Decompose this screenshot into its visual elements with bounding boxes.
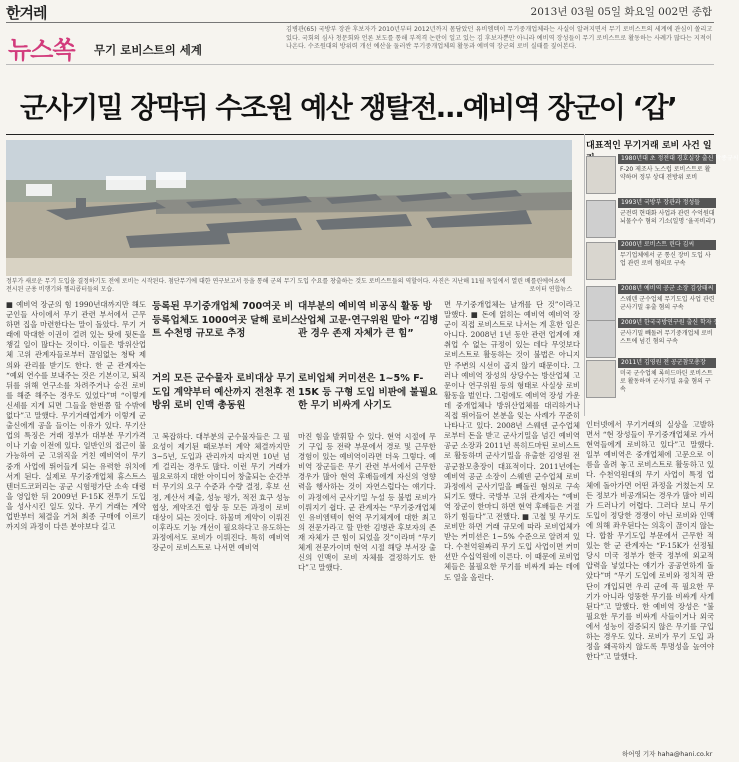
airshow-photo-illustration <box>6 140 572 276</box>
article-column-2: 고 복잡하다. 대부분의 군수물자들은 그 필요성이 제기된 때로부터 계약 체결까지만 3~5년, 도입과 관리까지 따지면 10년 넘게 걸리는 경우도 많다. 이런 무기 거래가 필요로하지 대한 아이디어 창출되는 순간부터 무기의 요구 수준과 수량 결정, 후보 선정, 계산서 제출, 성능 평가, 적전 효구 성능 협상, 계약조건 협상 등 모든 과정이 로비 대상이 되는 것이다. 하물며 계약이 이뤄진 이후라도 기능 개선이 필요하다고 유도하는 과정에서도 로비가 이뤄진다. 특히 예비역 장군이 로비스트로 나서면 예비역 <box>152 432 290 553</box>
article-column-1: ■ 예비역 장군의 힘 1990년대까지만 해도 군인들 사이에서 무기 관련 부서에서 근무하면 집을 마련한다는 말이 돌았다. 무기 거래에 막대한 이권이 걸려 있는 탓에 뒷돈을 챙길 일이 많다는 것이다. 이들은 방위산업체 고위 관계자들로부터 끊임없는 청탁 제의와 관리를 받기도 한다. 한 군 관계자는 “예외 연수를 보내주는 것은 기본이고, 퇴직 뒤를 위해 연구소를 차려주거나 승진 로비를 해준 해주는 경우도 있었다”며 “이렇게 신세를 지게 되면 그들을 한번쯤 할 수밖에 없다”고 말했다. 무기거래업계가 이렇게 군 출신에게 공을 들이는 이유가 있다. 무기산업의 특징은 거래 정부가 대부분 무기가격이나 기술 이전에 있다. 일반인의 접근이 불가능하여 군 고위직을 거친 예비역이 무기중개 사업에 뛰어들게 되는 유력한 위치에 서게 된다. 실제로 무기중개업체 휴스트스텐더드코퍼리는 공군 시험평가단 소속 대령을 영입한 뒤 2009년 F-15K 전투기 도입을 성사시킨 일도 있다. 무기 거래는 계약 업반부터 체결을 거쳐 최종 구매에 이르기까지의 과정이 다른 분야보다 길고 <box>6 300 146 532</box>
article-column-3: 마진 힘을 발휘할 수 있다. 현역 시절에 무기 구입 등 전략 부문에서 경로 및 근무한 경험이 있는 예비역이라면 더욱 그렇다. 예비역 장군들은 무기 관련 부서에서 근무한 경우가 많아 현역 후배들에게 자신의 영향력을 행사하는 것이 자연스럽다는 얘기다. 이 과정에서 군사기밀 누설 등 불법 로비가 이뤄지기 쉽다. 군 관계자는 “무기중개업체인 유비엠텍이 현역 무기체계에 대한 최고의 전문가라고 할 만한 김병관 후보자의 존재 자체가 큰 힘이 되었을 것”이라며 “무기체계 전문가이며 현역 시절 해당 부서장 출신의 인맥이 로비 자체를 결정하기도 한다”고 말했다. <box>298 432 436 573</box>
byline: 하어영 기자 haha@hani.co.kr <box>622 750 713 758</box>
portrait-photo <box>586 156 616 194</box>
placeholder-silhouette-icon <box>586 200 616 238</box>
headline-rule <box>6 134 714 135</box>
subhead-4: 로비업체 커미션은 1~5% F-15K 등 구형 도입 비판에 불필요한 무기 비싸게 사기도 <box>298 373 438 411</box>
masthead-rule <box>6 22 714 23</box>
photo-credit: 로이터 연합뉴스 <box>529 286 572 294</box>
page-headline: 군사기밀 장막뒤 수조원 예산 쟁탈전…예비역 장군이 ‘갑’ <box>20 91 677 124</box>
newspaper-logo: 한겨레 <box>6 4 47 22</box>
portrait-photo <box>586 360 616 398</box>
sidebar-event-text: 무기업체에서 군 통신 장비 도입 사업 관련 로비 혐의로 구속 <box>620 252 711 267</box>
dateline: 2013년 03월 05일 화요일 002면 종합 <box>530 6 712 18</box>
sidebar-event-head: 1993년 국방부 장관과 정성들 <box>618 198 716 208</box>
subhead-2: 거의 모든 군수물자 로비대상 무기 도입 계약부터 예산까지 전천후 전방위 로비 인맥 총동원 <box>152 373 296 411</box>
sidebar-event-head: 1980년대 초 정전대 경호실장 출신 박종규씨 <box>618 154 716 164</box>
sidebar-divider <box>584 134 585 416</box>
sidebar-title: 대표적인 무기거래 로비 사건 일 <box>586 141 712 151</box>
airshow-photo <box>6 140 572 276</box>
sidebar-event-head: 2009년 한국국방연구원 출신 학자 등 <box>618 318 716 328</box>
article-column-5: 인터넷에서 무기거래의 실상을 고발하면서 “현 장성들이 무기중개업체로 가서 현역들에게 로비하고 있다”고 말했다. 일부 예비역은 중개업체에 고문으로 이름을 올려 놓고 로비스트로 활동하고 있다. 수천억원대의 무기 사업이 특정 업체에 돌아가면 어떤 과정을 거쳤는지 모든 정보가 비공개되는 경우가 많아 비리가 드러나기 어렵다. 그러다 보니 무기 도입이 정당한 경쟁이 아닌 로비와 인맥에 의해 좌우된다는 의혹이 끊이지 않는다. 합참 무기도입 부문에서 근무한 적 있는 한 군 관계자는 “F-15K가 선정될 당시 미국 정부가 한국 정부에 외교적 압력을 넣었다는 얘기가 공공연하게 돌았다”며 “무기 도입에 로비와 정치적 판단이 개입되면 우리 군에 꼭 필요한 무기가 아니라 엉뚱한 무기를 비싸게 사게 된다”고 말했다. 한 예비역 장성은 “불필요한 무기를 비싸게 사들이거나 외국에서 성능이 검증되지 않은 무기를 구입하는 경우도 있다. 로비가 무기 도입 과정을 왜곡하지 않도록 투명성을 높여야 한다”고 말했다. <box>586 420 714 662</box>
sidebar-event-text: F-20 제조사 노스럽 로비스트로 활약하며 정부 상대 전방위 로비 <box>620 166 711 181</box>
sidebar-event-text: 미국 군수업체 록히드마틴 로비스트로 활동하며 군사기밀 유출 혐의 구속 <box>620 370 713 393</box>
section-intro: 김병관(65) 국방부 장관 후보자가 2010년부터 2012년까지 몸담았던 유비엠텍이 무기중개업체라는 사실이 알려지면서 무기 로비스트의 세계에 관심이 쏠리고 있다. 국회의 심사 청문회와 언론 보도를 통해 부적격 논란이 일고 있는 김 후보자뿐만 아니라 예비역 장성들이 무기 로비스트로 활동하는 사례가 많다는 지적이 나온다. 수조원대의 방위력 개선 예산을 둘러싼 무기중개업체의 활동과 예비역 장군의 로비 실태를 짚어본다. <box>286 26 713 51</box>
photo-caption <box>6 278 572 294</box>
section-subtitle: 무기 로비스트의 세계 <box>94 43 202 57</box>
portrait-photo <box>586 242 616 280</box>
sidebar-event-head: 2000년 로비스트 린다 김씨 <box>618 240 716 250</box>
section-rule <box>6 64 714 65</box>
placeholder-silhouette-icon <box>586 320 616 358</box>
photo-caption-text: 정부가 새로운 무기 도입을 결정하기도 전에 로비는 시작된다. 첨단무기에 대한 연구보고서 등을 통해 군의 무기 도입 수요를 창출하는 것도 로비스트들의 역할이다. 사진은 지난해 11월 독일에서 열린 베를린에어쇼에 전시된 군용 비행기와 헬리콥터들의 모습. <box>6 278 566 294</box>
subhead-3: 대부분의 예비역 비공식 활동 방산업체 고문·연구위원 맡아 “김병관 경우 존재 자체가 큰 힘” <box>298 301 439 339</box>
sidebar-event-text: 군전력 현대화 사업과 관련 수억원대 뇌물수수 혐의 기소(일명 ‘율곡비리’) <box>620 210 716 225</box>
sidebar-event-head: 2011년 김영원 전 공군참모총장 <box>618 358 716 368</box>
subhead-1: 등록된 무기중개업체 700여곳 비등록업체도 1000여곳 달해 로비스트 수천명 규모로 추정 <box>152 301 300 339</box>
sidebar-event-text: 군사기밀 빼돌려 무기중개업체 로비스트에 넘긴 혐의 구속 <box>620 330 713 345</box>
section-name: 뉴스쏙 <box>8 36 75 64</box>
sidebar-event-text: 스웨덴 군수업체 무기도입 사업 관련 군사기밀 유출 혐의 구속 <box>620 296 715 311</box>
sidebar-event <box>586 358 716 412</box>
sidebar-event-head: 2008년 예비역 공군 소장 김상태씨 <box>618 284 716 294</box>
article-column-4: 면 무기중개업체는 날개를 단 것”이라고 말했다. ■ 돈에 얽히는 예비역 예비역 장군이 직접 로비스트로 나서는 게 흔한 일은 아니다. 2008년 1년 동안 관련 업계에 재취업 수 없는 규정이 있는 데다 무엇보다 로비스트로 활동하는 것이 불법은 아니지만 주변의 시선이 곱지 않기 때문이다. 그러나 예비역 장성의 상당수는 방산업체 고문이나 연구위원 등의 형태로 사실상 로비 활동을 벌인다. 그럼에도 예비역 장성 가운데 중개업체나 방위산업체를 대리하거나 직접 뛰어들어 본분을 잊는 사례가 꾸준히 나타나고 있다. 2008년 스웨덴 군수업체로부터 돈을 받고 군사기밀을 넘긴 예비역 공군 소장과 2011년 록히드마틴 로비스트로 활동하며 군사기밀을 유출한 김영원 전 공군참모총장이 대표적이다. 2011년에는 예비역 공군 소장이 스웨덴 군수업체 로비 과정에서 군사기밀을 빼돌린 혐의로 구속되기도 했다. 국방부 고위 관계자는 “예비역 장군이 한마디 하면 현역 후배들은 거절하기 힘들다”고 전했다. ■ 고철 및 무기도 로비만 하면 거래 규모에 따라 로비업체가 받는 커미션은 1~5% 수준으로 알려져 있다. 수천억원짜리 무기 도입 사업이면 커미션만 수십억원에 이른다. 이 때문에 로비업체들은 불필요한 무기를 비싸게 파는 데에도 열을 올린다. <box>444 300 580 582</box>
